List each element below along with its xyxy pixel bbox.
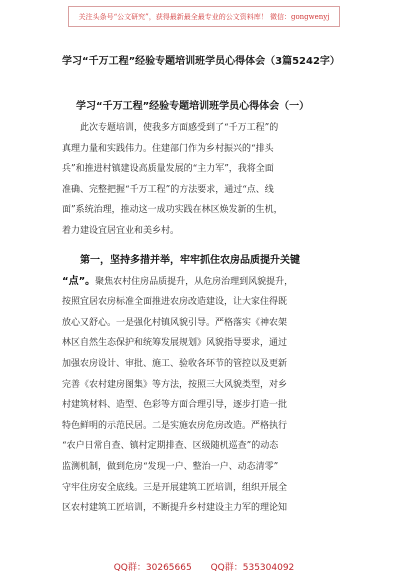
paragraph-line: 此次专题培训，使我多方面感受到了“千万工程”的	[80, 123, 279, 133]
header-banner	[68, 6, 340, 27]
paragraph-line: 加强农房设计、审批、施工、验收各环节的管控以及更新	[62, 358, 288, 369]
paragraph-line: “农户日常自查、镇村定期排查、区级随机巡查”的动态	[62, 441, 279, 452]
section-title: 学习“千万工程”经验专题培训班学员心得体会（一）	[76, 101, 310, 112]
paragraph-line	[62, 272, 354, 293]
paragraph-line: 监测机制，做到危房“发现一户、整治一户、动态清零”	[62, 461, 279, 472]
paragraph-line: 兵”和推进村镇建设高质量发展的“主力军”，我将全面	[62, 164, 274, 175]
header-banner-text: 关注头条号“公文研究”，获得最新最全最专业的公文资料库！ 微信：gongwenyj	[78, 12, 330, 21]
footer-qq-group-2: QQ群：535304092	[210, 563, 295, 573]
paragraph-line: 守牢住房安全底线。三是开展建筑工匠培训，组织开展全	[62, 482, 288, 493]
document-title: 学习“千万工程”经验专题培训班学员心得体会（3篇5242字）	[62, 56, 340, 67]
footer	[0, 560, 408, 573]
paragraph-line: 按照宜居农房标准全面推进农房改造建设，让大家住得既	[62, 297, 288, 308]
paragraph-line: 特色鲜明的示范民居。二是实施农房危房改造。严格执行	[62, 420, 288, 431]
paragraph-line: 准确、完整把握“千万工程”的方法要求，通过“点、线	[62, 184, 274, 195]
point-heading-text-end: “点”。	[62, 275, 96, 287]
point-heading-text: 第一，坚持多措并举，牢牢抓住农房品质提升关键	[80, 255, 300, 266]
paragraph-intro	[62, 118, 354, 242]
footer-qq-group-1: QQ群：30265665	[113, 563, 192, 573]
paragraph-first-point	[62, 251, 354, 519]
paragraph-line: 面”系统治理，推动这一成功实践在林区焕发新的生机，	[62, 205, 283, 216]
paragraph-line-rest: 聚焦农村住房品质提升，从危房治理到风貌提升，	[95, 276, 294, 287]
paragraph-line: 放心又舒心。一是强化村镇风貌引导。严格落实《神农架	[62, 317, 288, 328]
paragraph-line: 着力建设宜居宜业和美乡村。	[62, 225, 180, 236]
paragraph-line: 区农村建筑工匠培训，不断提升乡村建设主力军的理论知	[62, 503, 288, 514]
paragraph-line: 完善《农村建房图集》等方法，按照三大风貌类型，对乡	[62, 379, 288, 390]
paragraph-line: 林区自然生态保护和统筹发展规划》风貌指导要求，通过	[62, 338, 288, 349]
point-heading	[62, 251, 354, 272]
paragraph-line: 村建筑材料、造型、色彩等方面合理引导，逐步打造一批	[62, 400, 288, 411]
paragraph-line: 真理力量和实践伟力。住建部门作为乡村振兴的“排头	[62, 143, 274, 154]
